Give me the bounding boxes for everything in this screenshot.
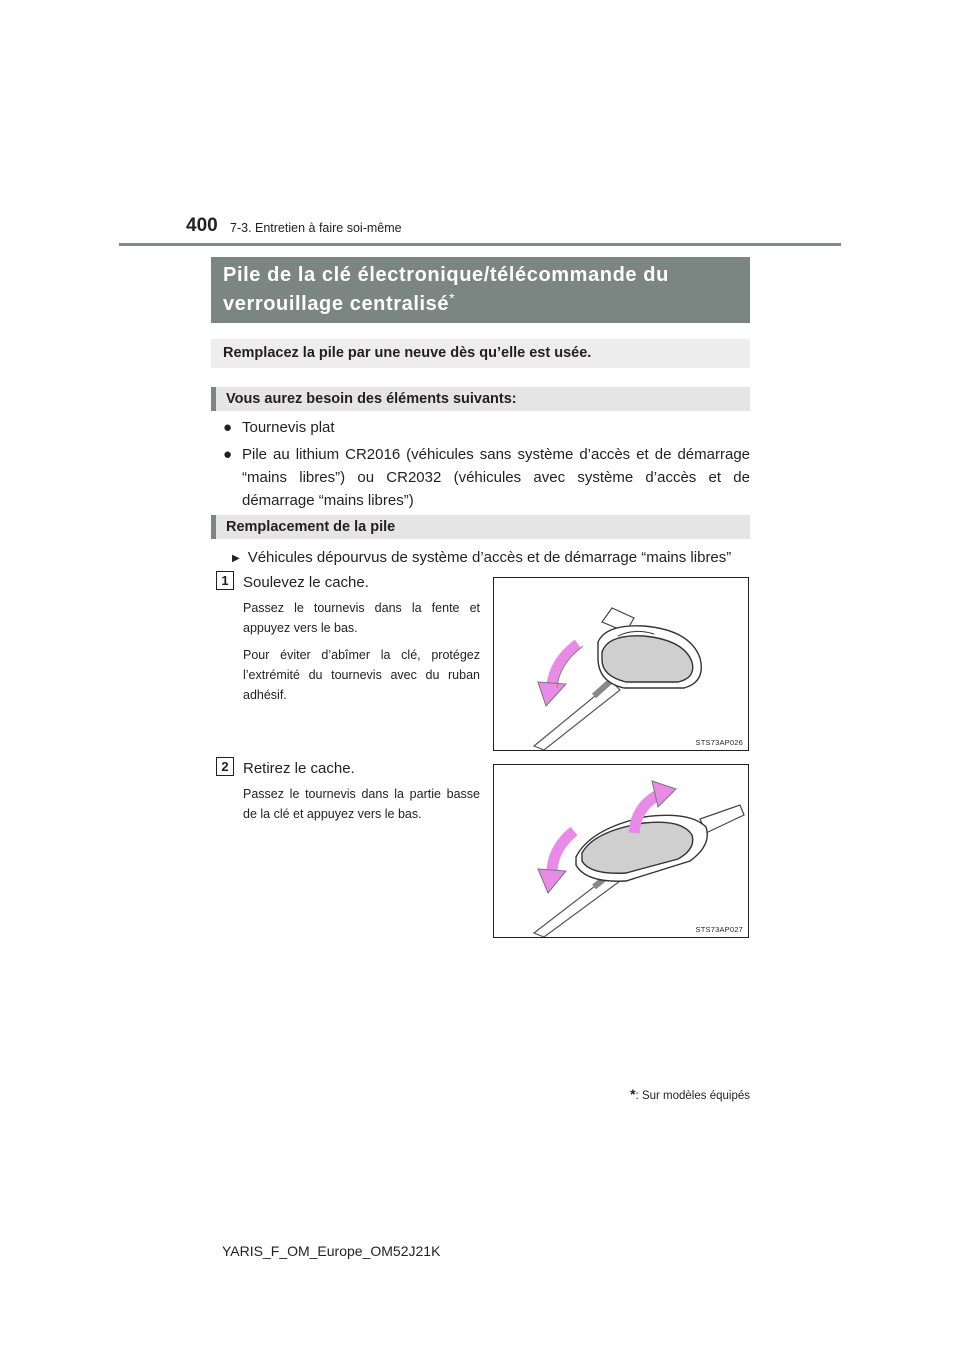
- bullet-icon: ●: [223, 446, 233, 463]
- list-item-text: Tournevis plat: [242, 419, 335, 436]
- step-description-paragraph: Passez le tournevis dans la partie basse de la clé et appuyez vers le bas.: [243, 787, 480, 821]
- step-description-paragraph: Passez le tournevis dans la fente et appuyez vers le bas.: [243, 601, 480, 635]
- list-item-text: Pile au lithium CR2016 (véhicules sans système d’accès et de démarrage “mains libres”) ou CR2032 (véhicules avec système d’accès et de démarrage “mains libres”): [242, 446, 750, 509]
- figure-code: STS73AP027: [695, 925, 743, 934]
- footnote-asterisk-icon: *: [630, 1086, 636, 1102]
- step-number-2: 2: [216, 757, 234, 776]
- key-cover-removal-illustration: [494, 765, 748, 937]
- step-title-1: Soulevez le cache.: [243, 574, 369, 591]
- step-description-1: [243, 598, 480, 712]
- document-id: YARIS_F_OM_Europe_OM52J21K: [222, 1243, 441, 1259]
- key-screwdriver-illustration: [494, 578, 748, 750]
- figure-code: STS73AP026: [695, 738, 743, 747]
- figure-remove-cover: [493, 764, 749, 938]
- needed-list: [223, 416, 750, 516]
- triangle-right-icon: ▶: [232, 553, 240, 564]
- page-number: 400: [186, 215, 218, 236]
- footnote: [580, 1086, 750, 1102]
- list-item: [223, 416, 750, 439]
- header-rule: [119, 243, 841, 246]
- section-reference: 7-3. Entretien à faire soi-même: [230, 221, 402, 235]
- list-item: [223, 443, 750, 512]
- replacement-heading: Remplacement de la pile: [211, 515, 750, 539]
- needed-heading: Vous aurez besoin des éléments suivants:: [211, 387, 750, 411]
- page-title: [211, 257, 750, 323]
- step-description-2: [243, 784, 480, 831]
- equipped-asterisk-icon: *: [449, 290, 456, 306]
- page-title-line1: Pile de la clé électronique/télécommande du: [223, 264, 669, 286]
- bullet-icon: ●: [223, 419, 233, 436]
- vehicle-condition: [232, 549, 731, 566]
- step-number-1: 1: [216, 571, 234, 590]
- intro-banner: Remplacez la pile par une neuve dès qu’elle est usée.: [211, 339, 750, 368]
- vehicle-condition-text: Véhicules dépourvus de système d’accès et de démarrage “mains libres”: [247, 549, 732, 566]
- footnote-text: : Sur modèles équipés: [635, 1090, 750, 1102]
- step-description-paragraph: Pour éviter d’abîmer la clé, protégez l’extrémité du tournevis avec du ruban adhésif.: [243, 648, 480, 702]
- figure-lift-cover: [493, 577, 749, 751]
- step-title-2: Retirez le cache.: [243, 760, 355, 777]
- page-title-line2: verrouillage centralisé: [223, 293, 450, 315]
